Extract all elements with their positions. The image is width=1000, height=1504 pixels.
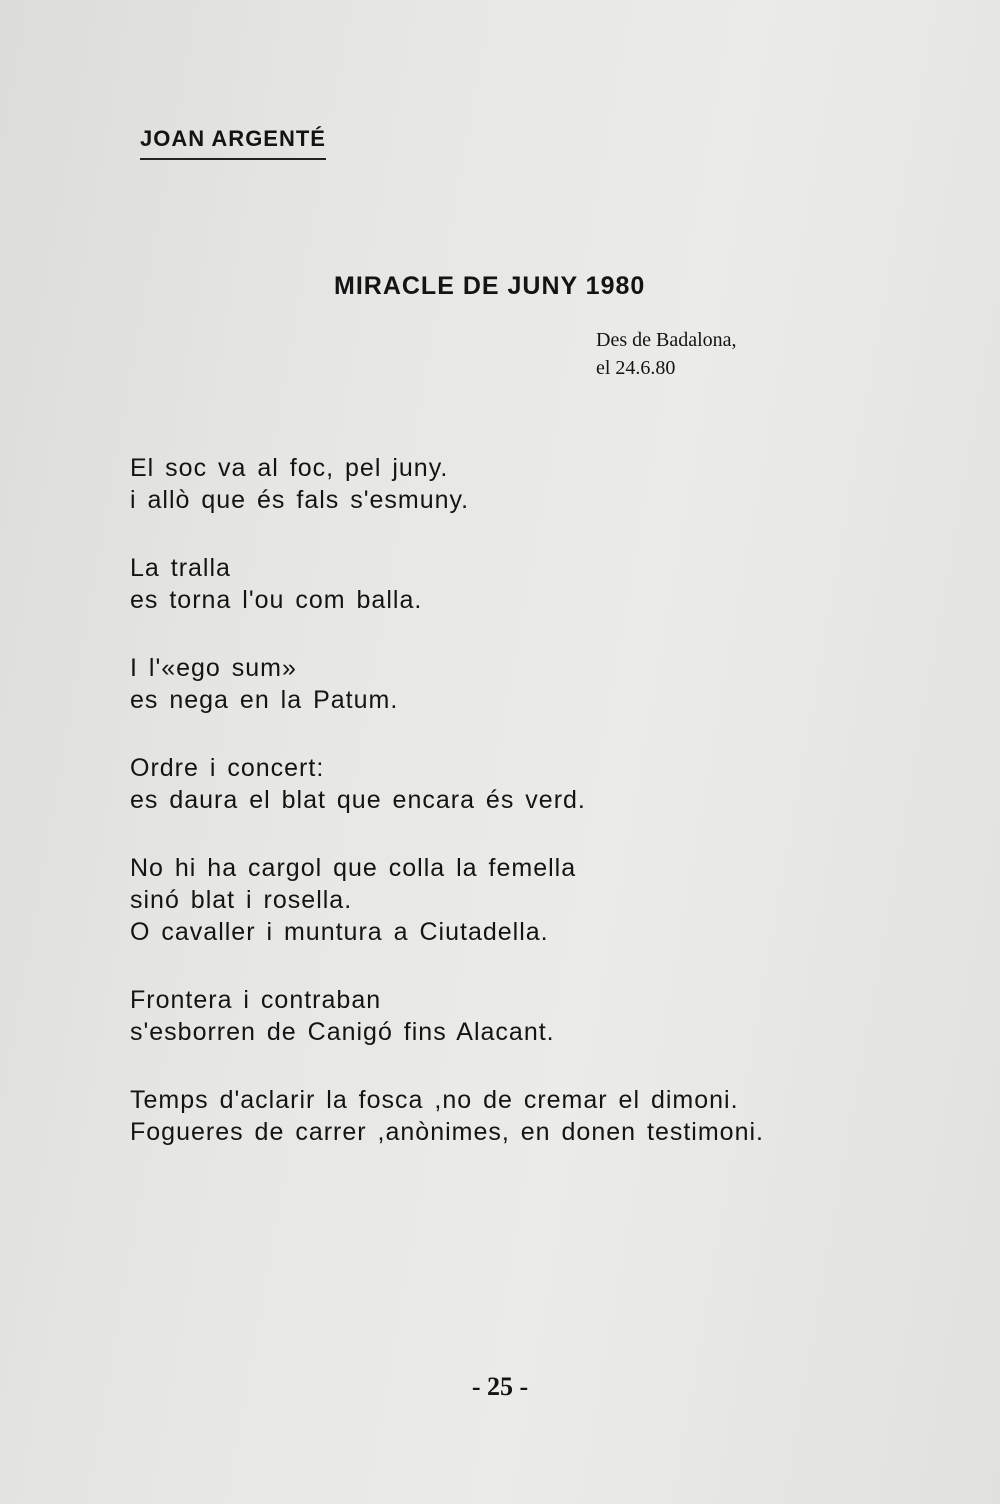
verse-line: No hi ha cargol que colla la femella bbox=[130, 854, 577, 882]
stanza-5 bbox=[130, 852, 764, 948]
poem-body bbox=[130, 452, 764, 1184]
stanza-1 bbox=[130, 452, 764, 516]
stanza-6 bbox=[130, 984, 764, 1048]
verse-line: s'esborren de Canigó fins Alacant. bbox=[130, 1018, 555, 1046]
dateline-date: el 24.6.80 bbox=[596, 357, 676, 379]
poem-title: MIRACLE DE JUNY 1980 bbox=[334, 272, 646, 300]
author-heading: JOAN ARGENTÉ bbox=[140, 126, 326, 160]
verse-line: Frontera i contraban bbox=[130, 986, 382, 1014]
verse-line: es nega en la Patum. bbox=[130, 686, 399, 714]
dateline-place: Des de Badalona, bbox=[596, 329, 737, 351]
verse-line: El soc va al foc, pel juny. bbox=[130, 454, 449, 482]
verse-line: O cavaller i muntura a Ciutadella. bbox=[130, 918, 549, 946]
poem-dateline bbox=[596, 326, 737, 382]
stanza-2 bbox=[130, 552, 764, 616]
verse-line: Temps d'aclarir la fosca ,no de cremar el dimoni. bbox=[130, 1086, 739, 1114]
verse-line: La tralla bbox=[130, 554, 231, 582]
verse-line: I l'«ego sum» bbox=[130, 654, 297, 682]
verse-line: sinó blat i rosella. bbox=[130, 886, 353, 914]
verse-line: es daura el blat que encara és verd. bbox=[130, 786, 586, 814]
verse-line: Ordre i concert: bbox=[130, 754, 325, 782]
page-number: - 25 - bbox=[471, 1372, 529, 1401]
stanza-3 bbox=[130, 652, 764, 716]
stanza-4 bbox=[130, 752, 764, 816]
stanza-7 bbox=[130, 1084, 764, 1148]
verse-line: i allò que és fals s'esmuny. bbox=[130, 486, 470, 514]
verse-line: Fogueres de carrer ,anònimes, en donen testimoni. bbox=[130, 1118, 764, 1146]
verse-line: es torna l'ou com balla. bbox=[130, 586, 423, 614]
